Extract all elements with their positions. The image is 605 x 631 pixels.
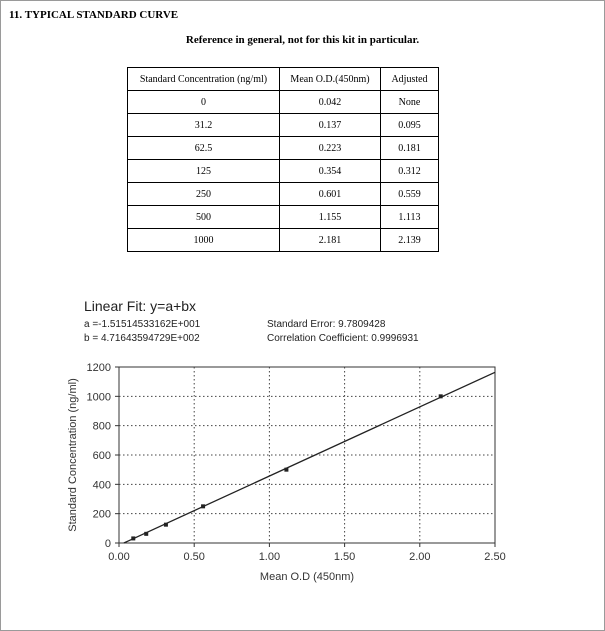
table-subtitle: Reference in general, not for this kit in particular.: [185, 34, 420, 46]
cell-mean-od: 1.155: [280, 206, 381, 229]
y-tick-label: 1000: [86, 391, 111, 404]
x-tick-label: 1.50: [333, 551, 356, 563]
table-row: [128, 229, 439, 252]
standard-curve-chart: [0, 350, 605, 590]
table-row: [128, 160, 439, 183]
cell-concentration: 250: [128, 183, 280, 206]
data-point: [131, 536, 135, 540]
cell-adjusted: 2.139: [381, 229, 439, 252]
y-tick-label: 800: [92, 420, 111, 433]
x-tick-label: 0.50: [183, 551, 205, 563]
cell-adjusted: 1.113: [381, 206, 439, 229]
data-point: [284, 468, 288, 472]
cell-mean-od: 0.223: [280, 137, 381, 160]
cell-mean-od: 2.181: [280, 229, 381, 252]
data-point: [439, 394, 443, 398]
fit-title: Linear Fit: y=a+bx: [84, 298, 197, 314]
cell-mean-od: 0.137: [280, 114, 381, 137]
table-row: [128, 183, 439, 206]
y-tick-label: 200: [92, 508, 111, 521]
y-tick-label: 1200: [86, 362, 111, 374]
data-point: [144, 532, 148, 536]
cell-concentration: 31.2: [128, 114, 280, 137]
chart-ticks: [87, 362, 506, 563]
cell-concentration: 1000: [128, 229, 280, 252]
chart-grid: [119, 367, 495, 543]
x-tick-label: 2.00: [409, 551, 431, 563]
header-standard-concentration: Standard Concentration (ng/ml): [128, 68, 280, 91]
table-row: [128, 91, 439, 114]
table-row: [128, 206, 439, 229]
x-tick-label: 2.50: [484, 551, 506, 563]
cell-mean-od: 0.354: [280, 160, 381, 183]
table-row: [128, 114, 439, 137]
cell-concentration: 0: [128, 91, 280, 114]
fit-param-a: a =-1.51514533162E+001: [84, 319, 201, 330]
section-heading: 11. TYPICAL STANDARD CURVE: [9, 9, 179, 21]
cell-adjusted: 0.559: [381, 183, 439, 206]
cell-concentration: 500: [128, 206, 280, 229]
fit-param-b: b = 4.71643594729E+002: [84, 333, 200, 344]
data-point: [201, 504, 205, 508]
fit-standard-error: Standard Error: 9.7809428: [267, 319, 386, 330]
x-axis-label: Mean O.D (450nm): [259, 571, 355, 583]
cell-concentration: 62.5: [128, 137, 280, 160]
x-tick-label: 0.00: [108, 551, 130, 563]
cell-mean-od: 0.042: [280, 91, 381, 114]
cell-adjusted: 0.312: [381, 160, 439, 183]
table-row: [128, 137, 439, 160]
y-tick-label: 600: [92, 450, 111, 462]
y-axis-label: Standard Concentration (ng/ml): [67, 378, 79, 532]
cell-adjusted: 0.181: [381, 137, 439, 160]
cell-mean-od: 0.601: [280, 183, 381, 206]
x-tick-label: 1.00: [258, 551, 281, 563]
standard-curve-table: [127, 67, 439, 252]
y-tick-label: 400: [92, 479, 111, 492]
fit-correlation: Correlation Coefficient: 0.9996931: [267, 333, 419, 344]
table-header-row: [128, 68, 439, 91]
cell-adjusted: 0.095: [381, 114, 439, 137]
cell-concentration: 125: [128, 160, 280, 183]
y-tick-label: 0: [104, 538, 111, 550]
header-adjusted: Adjusted: [381, 68, 439, 91]
data-point: [164, 523, 168, 527]
cell-adjusted: None: [381, 91, 439, 114]
header-mean-od: Mean O.D.(450nm): [280, 68, 381, 91]
